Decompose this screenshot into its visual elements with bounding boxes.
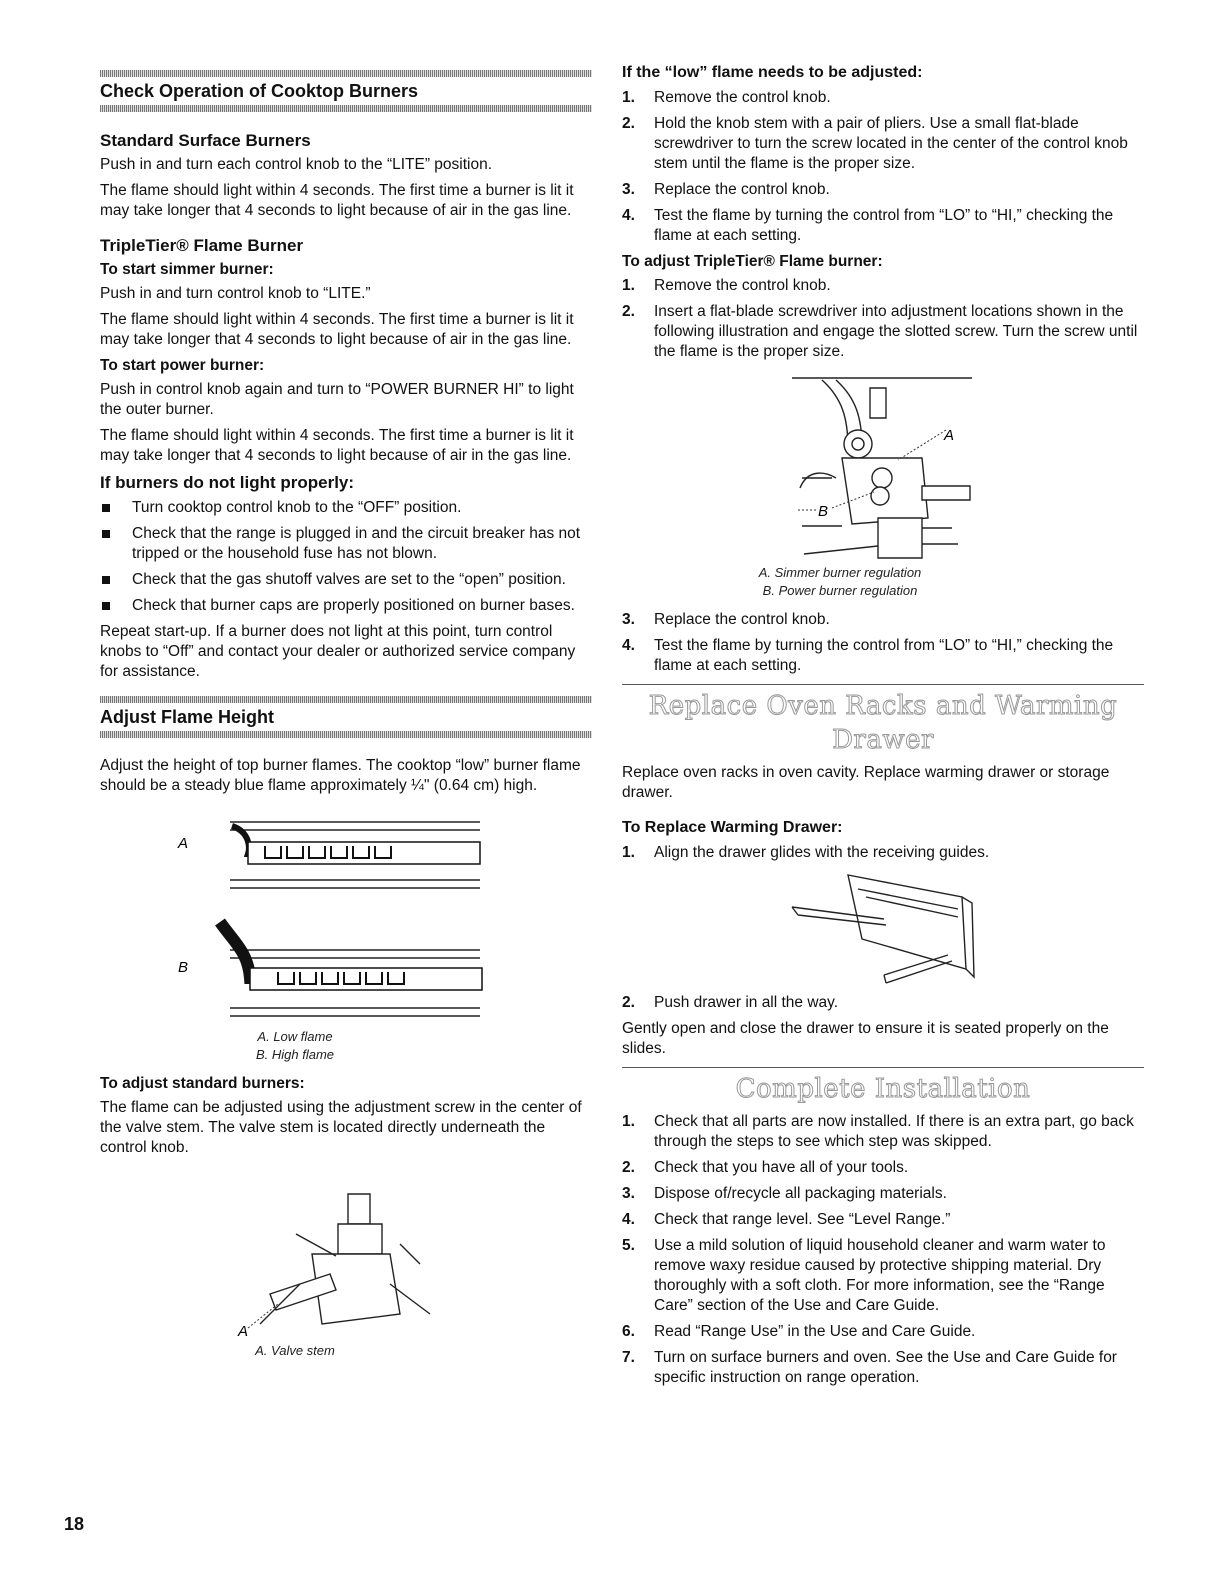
tripletier-steps-cont — [622, 610, 1144, 676]
list-item: 2. Check that you have all of your tools. — [622, 1159, 909, 1176]
figure-label-a: A — [178, 835, 189, 852]
list-item: 1. Align the drawer glides with the receiving guides. — [622, 844, 990, 861]
standard-burners-title: Standard Surface Burners — [100, 131, 311, 150]
paragraph: Replace oven racks in oven cavity. Replace warming drawer or storage drawer. — [622, 764, 1110, 801]
low-flame-title: If the “low” flame needs to be adjusted: — [622, 64, 923, 81]
list-item: 5. Use a mild solution of liquid household cleaner and warm water to remove waxy residue caused by protective shipping material. Dry thoroughly with a soft cloth. For more information, see the “Range Care” section of the Use and Care Guide. — [622, 1237, 1106, 1314]
valve-label-a: A — [238, 1323, 249, 1340]
section-title: Check Operation of Cooktop Burners — [100, 81, 419, 101]
page-number: 18 — [64, 1514, 85, 1534]
paragraph: Push in control knob again and turn to “POWER BURNER HI” to light the outer burner. — [100, 381, 574, 418]
paragraph: The flame can be adjusted using the adjustment screw in the center of the valve stem. The valve stem is located directly underneath the control knob. — [100, 1099, 582, 1156]
header-rule-top — [100, 70, 592, 77]
paragraph: Repeat start-up. If a burner does not light at this point, turn control knobs to “Off” and contact your dealer or authorized service company for assistance. — [100, 623, 576, 680]
list-item: 6. Read “Range Use” in the Use and Care Guide. — [622, 1323, 976, 1340]
burner-regulation-illustration — [622, 368, 1144, 564]
figure-label-a: A — [944, 427, 955, 444]
drawer-steps-cont — [622, 993, 1144, 1013]
power-label: To start power burner: — [100, 357, 265, 374]
caption: B. High flame — [255, 1047, 335, 1062]
standard-adjust-label: To adjust standard burners: — [100, 1075, 305, 1092]
right-column — [622, 62, 1144, 1394]
list-item: 3. Replace the control knob. — [622, 181, 830, 198]
paragraph: The flame should light within 4 seconds. The first time a burner is lit it may take longer that 4 seconds to light because of air in the gas line. — [100, 311, 574, 348]
list-item: Turn cooktop control knob to the “OFF” position. — [100, 498, 592, 518]
header-rule-bottom — [100, 731, 592, 738]
not-light-list — [100, 498, 592, 616]
left-column — [100, 62, 592, 1360]
list-item: 7. Turn on surface burners and oven. See the Use and Care Guide for specific instruction on range operation. — [622, 1349, 1117, 1386]
divider — [622, 1067, 1144, 1068]
header-rule-bottom — [100, 105, 592, 112]
paragraph: Gently open and close the drawer to ensure it is seated properly on the slides. — [622, 1020, 1109, 1057]
low-flame-steps — [622, 88, 1144, 246]
list-item: 4. Test the flame by turning the control from “LO” to “HI,” checking the flame at each setting. — [622, 637, 1114, 674]
flame-illustration — [100, 802, 592, 1028]
paragraph: The flame should light within 4 seconds. The first time a burner is lit it may take longer that 4 seconds to light because of air in the gas line. — [100, 427, 574, 464]
replace-heading: Replace Oven Racks and Warming Drawer — [648, 691, 1118, 755]
bullet-icon — [102, 602, 110, 610]
list-item: 3. Replace the control knob. — [622, 611, 830, 628]
figure-label-b: B — [178, 959, 189, 976]
list-item: 1. Check that all parts are now installed. If there is an extra part, go back through the steps to see which step was skipped. — [622, 1113, 1134, 1150]
drawer-glide-illustration — [622, 869, 1144, 993]
caption: A. Valve stem — [255, 1343, 335, 1358]
section-title: Adjust Flame Height — [100, 707, 275, 727]
list-item: 2. Insert a flat-blade screwdriver into adjustment locations shown in the following illustration and engage the slotted screw. Turn the screw until the flame is the proper size. — [622, 303, 1138, 360]
check-operation-header — [100, 62, 592, 120]
bullet-icon — [102, 530, 110, 538]
caption: A. Low flame — [257, 1029, 333, 1044]
caption: B. Power burner regulation — [762, 583, 918, 598]
simmer-label: To start simmer burner: — [100, 261, 274, 278]
list-item: 2. Hold the knob stem with a pair of pliers. Use a small flat-blade screwdriver to turn the screw located in the center of the control knob stem until the flame is the proper size. — [622, 115, 1128, 172]
complete-steps — [622, 1112, 1144, 1388]
not-light-title: If burners do not light properly: — [100, 473, 355, 492]
drawer-steps — [622, 843, 1144, 863]
valve-figure — [100, 1164, 592, 1342]
list-item: Check that the range is plugged in and the circuit breaker has not tripped or the household fuse has not blown. — [100, 524, 592, 564]
drawer-figure — [622, 869, 1144, 993]
paragraph: Push in and turn each control knob to the “LITE” position. — [100, 156, 493, 173]
list-item: 1. Remove the control knob. — [622, 89, 831, 106]
paragraph: Push in and turn control knob to “LITE.” — [100, 285, 371, 302]
bullet-icon — [102, 504, 110, 512]
list-item: 1. Remove the control knob. — [622, 277, 831, 294]
tripletier-steps — [622, 276, 1144, 362]
tripletier-figure — [622, 368, 1144, 564]
list-item: Check that burner caps are properly positioned on burner bases. — [100, 596, 592, 616]
valve-stem-illustration — [100, 1164, 592, 1342]
list-item: Check that the gas shutoff valves are set to the “open” position. — [100, 570, 592, 590]
paragraph: The flame should light within 4 seconds. The first time a burner is lit it may take longer that 4 seconds to light because of air in the gas line. — [100, 182, 574, 219]
list-item: 4. Test the flame by turning the control from “LO” to “HI,” checking the flame at each setting. — [622, 207, 1114, 244]
tripletier-adjust-title: To adjust TripleTier® Flame burner: — [622, 253, 883, 270]
divider — [622, 684, 1144, 685]
caption: A. Simmer burner regulation — [758, 565, 922, 580]
list-item: 3. Dispose of/recycle all packaging materials. — [622, 1185, 947, 1202]
list-item: 2. Push drawer in all the way. — [622, 994, 839, 1011]
warming-drawer-title: To Replace Warming Drawer: — [622, 819, 843, 836]
adjust-flame-header — [100, 688, 592, 746]
header-rule-top — [100, 696, 592, 703]
figure-label-b: B — [818, 503, 829, 520]
flame-height-figure — [100, 802, 592, 1028]
list-item: 4. Check that range level. See “Level Range.” — [622, 1211, 951, 1228]
bullet-icon — [102, 576, 110, 584]
paragraph: Adjust the height of top burner flames. The cooktop “low” burner flame should be a steady blue flame approximately ¼" (0.64 cm) high. — [100, 757, 581, 794]
complete-heading: Complete Installation — [735, 1074, 1031, 1104]
tripletier-title: TripleTier® Flame Burner — [100, 236, 304, 255]
